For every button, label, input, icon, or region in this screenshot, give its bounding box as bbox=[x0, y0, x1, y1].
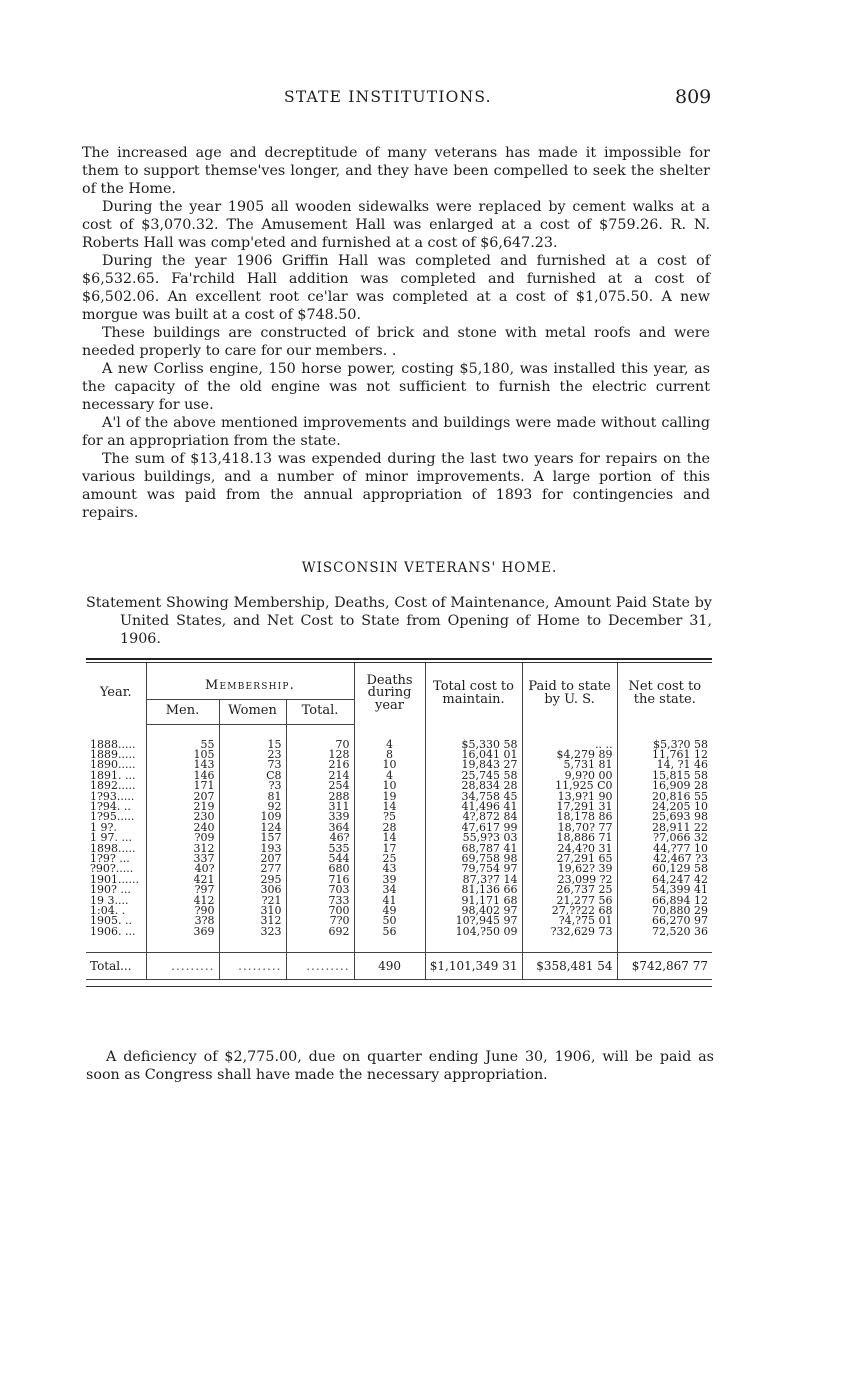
totals-dots: ......... bbox=[146, 953, 219, 980]
row-men: 337 bbox=[146, 854, 219, 864]
table-row bbox=[86, 781, 712, 791]
row-total-cost: 34,758 45 bbox=[425, 792, 522, 802]
row-net-cost: 14, ?1 46 bbox=[617, 760, 712, 770]
paragraph: During the year 1905 all wooden sidewalks were replaced by cement walks at a cost of $3,070.32. The Amusement Hall was enlarged at a cost of $759.26. R. N. Roberts Hall was comp'eted and furnished at a cost of $6,647.23. bbox=[82, 199, 710, 251]
table-row bbox=[86, 771, 712, 781]
row-year: 19 3.... bbox=[90, 893, 129, 907]
row-women: 207 bbox=[219, 854, 286, 864]
paragraph: A new Corliss engine, 150 horse power, costing $5,180, was installed this year, as the capacity of the old engine was not sufficient to furnish the electric current necessary for use. bbox=[82, 361, 710, 413]
row-paid-us: 17,291 31 bbox=[522, 802, 617, 812]
row-net-cost: 15,815 58 bbox=[617, 771, 712, 781]
running-head bbox=[0, 86, 859, 110]
totals-paid: $358,481 54 bbox=[522, 953, 617, 980]
header-deaths: Deaths during year bbox=[354, 663, 425, 724]
table-row bbox=[86, 916, 712, 926]
row-paid-us: 9,9?0 00 bbox=[522, 771, 617, 781]
row-total-cost: 16,041 01 bbox=[425, 750, 522, 760]
row-deaths: 25 bbox=[354, 854, 425, 864]
table-row bbox=[86, 802, 712, 812]
row-paid-us: 27,??22 68 bbox=[522, 906, 617, 916]
table-row bbox=[86, 833, 712, 843]
row-net-cost: $5,3?0 58 bbox=[617, 740, 712, 750]
row-net-cost: 66,894 12 bbox=[617, 896, 712, 906]
row-paid-us: 21,277 56 bbox=[522, 896, 617, 906]
row-women: 310 bbox=[219, 906, 286, 916]
row-women: ?3 bbox=[219, 781, 286, 791]
row-year: 1?9? ... bbox=[90, 851, 130, 865]
row-men: 146 bbox=[146, 771, 219, 781]
row-total-cost: 68,787 41 bbox=[425, 844, 522, 854]
row-men: 171 bbox=[146, 781, 219, 791]
row-men: 143 bbox=[146, 760, 219, 770]
row-deaths: 10 bbox=[354, 760, 425, 770]
row-women: 295 bbox=[219, 875, 286, 885]
row-deaths: 41 bbox=[354, 896, 425, 906]
totals-label: Total... bbox=[86, 953, 146, 980]
row-total: 288 bbox=[286, 792, 354, 802]
row-total-cost: 4?,872 84 bbox=[425, 812, 522, 822]
row-paid-us: 24,4?0 31 bbox=[522, 844, 617, 854]
header-women: Women bbox=[219, 699, 286, 724]
row-total-cost: 10?,945 97 bbox=[425, 916, 522, 926]
row-total: 535 bbox=[286, 844, 354, 854]
row-women: 157 bbox=[219, 833, 286, 843]
row-deaths: 10 bbox=[354, 781, 425, 791]
table-row bbox=[86, 792, 712, 802]
row-total: 716 bbox=[286, 875, 354, 885]
row-total-cost: 19,843 27 bbox=[425, 760, 522, 770]
row-women: C8 bbox=[219, 771, 286, 781]
paragraph: The sum of $13,418.13 was expended during the last two years for repairs on the various buildings, and a number of minor improvements. A large portion of this amount was paid from the annual appropriation of 1893 for contingencies and repairs. bbox=[82, 451, 710, 521]
row-net-cost: ?7,066 32 bbox=[617, 833, 712, 843]
row-deaths: 19 bbox=[354, 792, 425, 802]
row-net-cost: 70,880 29 bbox=[617, 906, 712, 916]
row-men: 421 bbox=[146, 875, 219, 885]
row-net-cost: 11,761 12 bbox=[617, 750, 712, 760]
header-men: Men. bbox=[146, 699, 219, 724]
row-women: 15 bbox=[219, 740, 286, 750]
row-paid-us: 11,925 C0 bbox=[522, 781, 617, 791]
row-year: 1898..... bbox=[90, 841, 136, 855]
row-men: ?90 bbox=[146, 906, 219, 916]
totals-cost: $1,101,349 31 bbox=[425, 953, 522, 980]
row-total: 311 bbox=[286, 802, 354, 812]
paragraph: These buildings are constructed of brick and stone with metal roofs and were needed properly to care for our members. . bbox=[82, 325, 710, 359]
table-row bbox=[86, 875, 712, 885]
row-year: 1905. .. bbox=[90, 914, 132, 928]
row-net-cost: 72,520 36 bbox=[617, 927, 712, 937]
row-men: 55 bbox=[146, 740, 219, 750]
row-total-cost: 104,?50 09 bbox=[425, 927, 522, 937]
table-row bbox=[86, 896, 712, 906]
body-text bbox=[82, 144, 710, 522]
row-men: ?97 bbox=[146, 885, 219, 895]
header-total-cost: Total cost to maintain. bbox=[425, 663, 522, 724]
row-year: 1888..... bbox=[90, 737, 136, 751]
row-total: 216 bbox=[286, 760, 354, 770]
row-total: 214 bbox=[286, 771, 354, 781]
row-deaths: 39 bbox=[354, 875, 425, 885]
row-paid-us: .. .. bbox=[522, 740, 617, 750]
row-year: 1?94. .. bbox=[90, 799, 131, 813]
row-total-cost: 55,9?3 03 bbox=[425, 833, 522, 843]
row-year: 1891. ... bbox=[90, 768, 136, 782]
row-women: 73 bbox=[219, 760, 286, 770]
table-spacer bbox=[86, 724, 712, 740]
row-deaths: 28 bbox=[354, 823, 425, 833]
row-net-cost: 20,816 55 bbox=[617, 792, 712, 802]
row-net-cost: 66,270 97 bbox=[617, 916, 712, 926]
row-paid-us: 26,737 25 bbox=[522, 885, 617, 895]
row-men: 40? bbox=[146, 864, 219, 874]
row-total: 70 bbox=[286, 740, 354, 750]
row-net-cost: 24,205 10 bbox=[617, 802, 712, 812]
row-total: 254 bbox=[286, 781, 354, 791]
row-year: 1?95..... bbox=[90, 810, 135, 824]
row-year: 1?93..... bbox=[90, 789, 135, 803]
row-deaths: 50 bbox=[354, 916, 425, 926]
row-women: 193 bbox=[219, 844, 286, 854]
totals-net: $742,867 77 bbox=[617, 953, 712, 980]
row-year: 1:04. . bbox=[90, 904, 126, 917]
row-deaths: 17 bbox=[354, 844, 425, 854]
row-women: 92 bbox=[219, 802, 286, 812]
row-deaths: 49 bbox=[354, 906, 425, 916]
row-men: 312 bbox=[146, 844, 219, 854]
row-deaths: 8 bbox=[354, 750, 425, 760]
row-deaths: 34 bbox=[354, 885, 425, 895]
row-paid-us: ?32,629 73 bbox=[522, 927, 617, 937]
row-paid-us: 27,291 65 bbox=[522, 854, 617, 864]
row-women: 323 bbox=[219, 927, 286, 937]
header-total: Total. bbox=[286, 699, 354, 724]
row-paid-us: 18,70? 77 bbox=[522, 823, 617, 833]
row-net-cost: 60,129 58 bbox=[617, 864, 712, 874]
row-men: 412 bbox=[146, 896, 219, 906]
row-men: ?09 bbox=[146, 833, 219, 843]
paragraph: During the year 1906 Griffin Hall was completed and furnished at a cost of $6,532.65. Fa'rchild Hall addition was completed and furnished at a cost of $6,502.06. An excellent root ce'lar was completed at a cost of $1,075.50. A new morgue was built at a cost of $748.50. bbox=[82, 253, 710, 323]
row-deaths: 56 bbox=[354, 927, 425, 937]
totals-dots: ......... bbox=[219, 953, 286, 980]
table-row bbox=[86, 854, 712, 864]
page-number: 809 bbox=[675, 86, 712, 108]
statistics-table bbox=[86, 663, 712, 980]
table-row bbox=[86, 906, 712, 916]
table-spacer bbox=[86, 937, 712, 953]
row-total-cost: 91,171 68 bbox=[425, 896, 522, 906]
row-deaths: 14 bbox=[354, 802, 425, 812]
row-paid-us: 13,9?1 90 bbox=[522, 792, 617, 802]
row-total-cost: 47,617 99 bbox=[425, 823, 522, 833]
row-year: 1892..... bbox=[90, 779, 136, 793]
header-paid-us: Paid to state by U. S. bbox=[522, 663, 617, 724]
row-deaths: 43 bbox=[354, 864, 425, 874]
paragraph: A'l of the above mentioned improvements and buildings were made without calling for an appropriation from the state. bbox=[82, 415, 710, 449]
row-paid-us: 23,099 ?2 bbox=[522, 875, 617, 885]
row-men: 240 bbox=[146, 823, 219, 833]
row-women: 306 bbox=[219, 885, 286, 895]
row-paid-us: $4,279 89 bbox=[522, 750, 617, 760]
row-net-cost: 44,?77 10 bbox=[617, 844, 712, 854]
row-year: 1 97. ... bbox=[90, 831, 132, 845]
row-deaths: ?5 bbox=[354, 812, 425, 822]
row-total-cost: $5,330 58 bbox=[425, 740, 522, 750]
row-year: ?90?..... bbox=[90, 862, 134, 876]
table-caption: Statement Showing Membership, Deaths, Cost of Maintenance, Amount Paid State by United States, and Net Cost to State from Opening of Home to December 31, 1906. bbox=[86, 595, 712, 647]
row-paid-us: 19,62? 39 bbox=[522, 864, 617, 874]
row-men: 207 bbox=[146, 792, 219, 802]
row-total: 364 bbox=[286, 823, 354, 833]
row-men: 230 bbox=[146, 812, 219, 822]
header-net-cost: Net cost to the state. bbox=[617, 663, 712, 724]
row-men: 369 bbox=[146, 927, 219, 937]
section-title: WISCONSIN VETERANS' HOME. bbox=[301, 560, 558, 576]
table-row bbox=[86, 864, 712, 874]
row-total: 46? bbox=[286, 833, 354, 843]
table-row bbox=[86, 740, 712, 750]
table-row bbox=[86, 844, 712, 854]
table-top-rule bbox=[86, 658, 712, 660]
row-total-cost: 87,3?7 14 bbox=[425, 875, 522, 885]
row-women: 312 bbox=[219, 916, 286, 926]
row-total: 692 bbox=[286, 927, 354, 937]
row-women: 81 bbox=[219, 792, 286, 802]
row-total: 544 bbox=[286, 854, 354, 864]
row-total-cost: 98,402 97 bbox=[425, 906, 522, 916]
row-year: 1901...... bbox=[90, 872, 139, 886]
row-year: 1 9?. bbox=[90, 820, 117, 834]
table-row bbox=[86, 750, 712, 760]
row-total: 7?0 bbox=[286, 916, 354, 926]
row-paid-us: ?4,?75 01 bbox=[522, 916, 617, 926]
table-row bbox=[86, 760, 712, 770]
row-men: 219 bbox=[146, 802, 219, 812]
row-net-cost: 25,693 98 bbox=[617, 812, 712, 822]
row-net-cost: 64,247 42 bbox=[617, 875, 712, 885]
row-year: 1889..... bbox=[90, 747, 136, 761]
row-net-cost: 16,909 28 bbox=[617, 781, 712, 791]
row-year: 1890..... bbox=[90, 758, 136, 772]
running-title: STATE INSTITUTIONS. bbox=[284, 88, 492, 106]
footnote: A deficiency of $2,775.00, due on quarter ending June 30, 1906, will be paid as soon as Congress shall have made the necessary appropriation. bbox=[86, 1049, 714, 1083]
row-total-cost: 41,496 41 bbox=[425, 802, 522, 812]
table-row bbox=[86, 885, 712, 895]
row-net-cost: 28,911 22 bbox=[617, 823, 712, 833]
row-total: 703 bbox=[286, 885, 354, 895]
table-body bbox=[86, 724, 712, 953]
row-deaths: 4 bbox=[354, 740, 425, 750]
row-total: 128 bbox=[286, 750, 354, 760]
totals-dots: ......... bbox=[286, 953, 354, 980]
row-total-cost: 28,834 28 bbox=[425, 781, 522, 791]
row-women: 23 bbox=[219, 750, 286, 760]
row-men: 3?8 bbox=[146, 916, 219, 926]
row-total-cost: 79,754 97 bbox=[425, 864, 522, 874]
totals-deaths: 490 bbox=[354, 953, 425, 980]
row-women: 109 bbox=[219, 812, 286, 822]
row-paid-us: 18,178 86 bbox=[522, 812, 617, 822]
row-total: 680 bbox=[286, 864, 354, 874]
row-women: 124 bbox=[219, 823, 286, 833]
row-deaths: 14 bbox=[354, 833, 425, 843]
row-total: 339 bbox=[286, 812, 354, 822]
totals-row bbox=[86, 953, 712, 980]
row-net-cost: 54,399 41 bbox=[617, 885, 712, 895]
table-row bbox=[86, 812, 712, 822]
row-deaths: 4 bbox=[354, 771, 425, 781]
table-row bbox=[86, 823, 712, 833]
row-total-cost: 69,758 98 bbox=[425, 854, 522, 864]
header-membership: Membership. bbox=[146, 663, 354, 699]
row-total: 733 bbox=[286, 896, 354, 906]
row-year: 1906. ... bbox=[90, 924, 136, 938]
row-paid-us: 5,731 81 bbox=[522, 760, 617, 770]
row-men: 105 bbox=[146, 750, 219, 760]
row-year: 190? ... bbox=[90, 883, 131, 897]
table-row bbox=[86, 927, 712, 937]
row-net-cost: 42,467 ?3 bbox=[617, 854, 712, 864]
row-total: 700 bbox=[286, 906, 354, 916]
statistics-table-wrapper bbox=[86, 658, 712, 987]
row-women: ?21 bbox=[219, 896, 286, 906]
header-year: Year. bbox=[99, 685, 132, 701]
table-bottom-rule bbox=[86, 986, 712, 987]
row-women: 277 bbox=[219, 864, 286, 874]
row-total-cost: 81,136 66 bbox=[425, 885, 522, 895]
row-paid-us: 18,886 71 bbox=[522, 833, 617, 843]
paragraph: The increased age and decreptitude of many veterans has made it impossible for them to support themse'ves longer, and they have been compelled to seek the shelter of the Home. bbox=[82, 145, 710, 197]
row-total-cost: 25,745 58 bbox=[425, 771, 522, 781]
